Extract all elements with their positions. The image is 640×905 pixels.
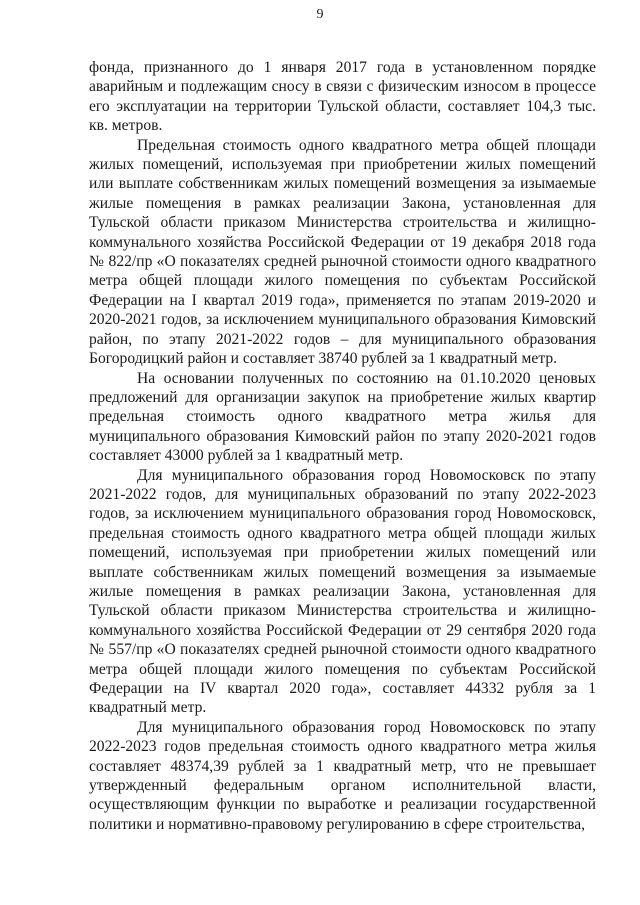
document-body xyxy=(89,58,596,834)
paragraph-kimovsky-price: На основании полученных по состоянию на 01.10.2020 ценовых предложений для организации закупок на приобретение жилых квартир предельная стоимость одного квадратного метра жилья для муниципального образования Кимовский район по этапу 2020-2021 годов составляет 43000 рублей за 1 квадратный метр. xyxy=(89,369,596,465)
paragraph-continuation: фонда, признанного до 1 января 2017 года в установленном порядке аварийным и подлежащим сносу в связи с физическим износом в процессе его эксплуатации на территории Тульской области, составляет 104,3 тыс. кв. метров. xyxy=(89,59,596,135)
paragraph-novomoskovsk-price-2021: Для муниципального образования город Новомосковск по этапу 2021-2022 годов, для муниципальных образований по этапу 2022-2023 годов, за исключением муниципального образования город Новомосковск, предельная стоимость одного квадратного метра общей площади жилых помещений, используемая при приобретении жилых помещений или выплате собственникам жилых помещений возмещения за изымаемые жилые помещения в рамках реализации Закона, установленная для Тульской области приказом Министерства строительства и жилищно-коммунального хозяйства Российской Федерации от 29 сентября 2020 года № 557/пр «О показателях средней рыночной стоимости одного квадратного метра общей площади жилого помещения по субъектам Российской Федерации на IV квартал 2020 года», составляет 44332 рубля за 1 квадратный метр. xyxy=(89,466,596,717)
page-number: 9 xyxy=(316,7,324,22)
paragraph-novomoskovsk-price-2022: Для муниципального образования город Новомосковск по этапу 2022-2023 годов предельная стоимость одного квадратного метра жилья составляет 48374,39 рублей за 1 квадратный метр, что не превышает утвержденный федеральным органом исполнительной власти, осуществляющим функции по выработке и реализации государственной политики и нормативно-правовому регулированию в сфере строительства, xyxy=(89,718,596,833)
paragraph-price-limit-2019: Предельная стоимость одного квадратного метра общей площади жилых помещений, используемая при приобретении жилых помещений или выплате собственникам жилых помещений возмещения за изымаемые жилые помещения в рамках реализации Закона, установленная для Тульской области приказом Министерства строительства и жилищно-коммунального хозяйства Российской Федерации от 19 декабря 2018 года № 822/пр «О показателях средней рыночной стоимости одного квадратного метра общей площади жилого помещения по субъектам Российской Федерации на I квартал 2019 года», применяется по этапам 2019-2020 и 2020-2021 годов, за исключением муниципального образования Кимовский район, по этапу 2021-2022 годов – для муниципального образования Богородицкий район и составляет 38740 рублей за 1 квадратный метр. xyxy=(89,136,596,368)
